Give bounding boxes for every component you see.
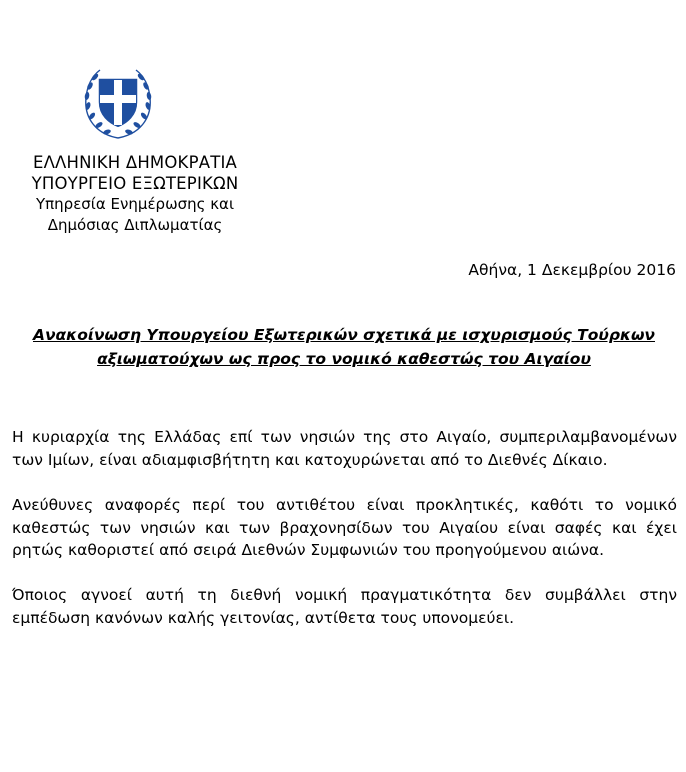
ministry-header	[0, 152, 270, 236]
document-title: Ανακοίνωση Υπουργείου Εξωτερικών σχετικά με ισχυρισμούς Τούρκων αξιωματούχων ως προς το νομικό καθεστώς του Αιγαίου	[32, 326, 655, 368]
document-date: Αθήνα, 1 Δεκεμβρίου 2016	[468, 261, 676, 279]
header-service-2: Δημόσιας Διπλωματίας	[47, 216, 223, 234]
paragraph-3: Όποιος αγνοεί αυτή τη διεθνή νομική πραγματικότητα δεν συμβάλλει στην εμπέδωση κανόνων καλής γειτονίας, αντίθετα τους υπονομεύει.	[12, 586, 677, 627]
header-ministry: ΥΠΟΥΡΓΕΙΟ ΕΞΩΤΕΡΙΚΩΝ	[31, 174, 239, 193]
paragraph-1: Η κυριαρχία της Ελλάδας επί των νησιών της στο Αιγαίο, συμπεριλαμβανομένων των Ιμίων, είναι αδιαμφισβήτητη και κατοχυρώνεται από το Διεθνές Δίκαιο.	[12, 428, 677, 469]
paragraph-2: Ανεύθυνες αναφορές περί του αντιθέτου είναι προκλητικές, καθότι το νομικό καθεστώς των νησιών και των βραχονησίδων του Αιγαίου είναι σαφές και έχει ρητώς καθοριστεί από σειρά Διεθνών Συμφωνιών του προηγούμενου αιώνα.	[12, 496, 677, 559]
greek-coat-of-arms-icon	[78, 62, 158, 142]
header-service: Υπηρεσία Ενημέρωσης και	[35, 195, 235, 213]
header-country: ΕΛΛΗΝΙΚΗ ΔΗΜΟΚΡΑΤΙΑ	[32, 153, 238, 172]
